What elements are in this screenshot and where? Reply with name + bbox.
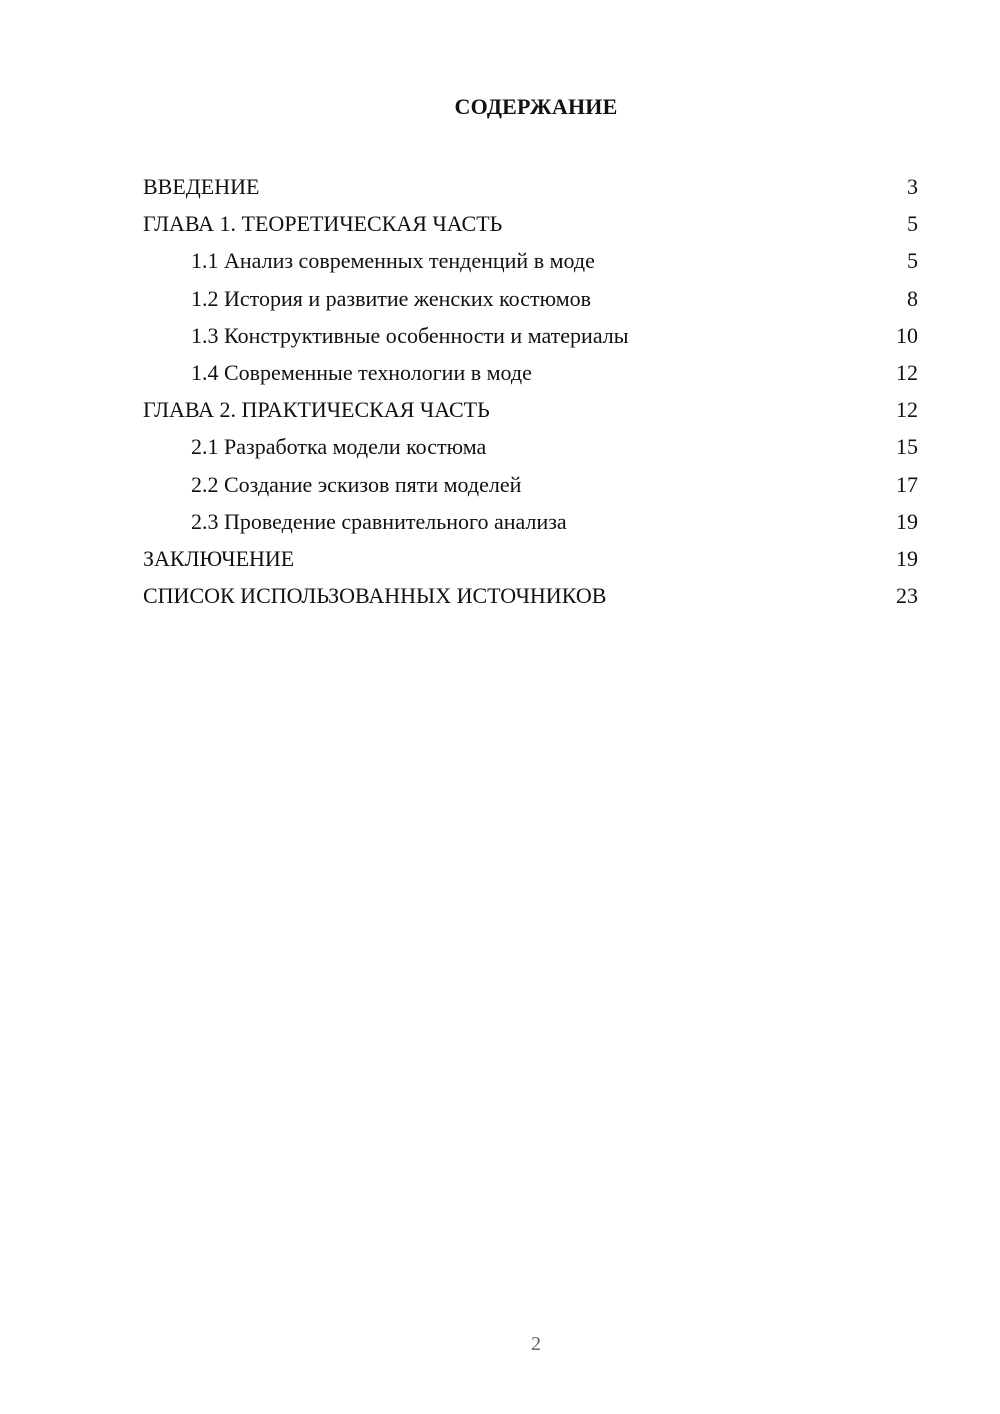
toc-entry-page: 12 bbox=[896, 359, 918, 385]
page-number: 2 bbox=[531, 1333, 541, 1355]
toc-entry-page: 12 bbox=[896, 397, 918, 423]
toc-entry-page: 5 bbox=[907, 248, 918, 274]
toc-entry-section-1-3[interactable] bbox=[143, 317, 918, 354]
toc-entry-label: ГЛАВА 2. ПРАКТИЧЕСКАЯ ЧАСТЬ bbox=[143, 397, 490, 423]
toc-entry-references[interactable] bbox=[143, 577, 918, 614]
toc-entry-label: СПИСОК ИСПОЛЬЗОВАННЫХ ИСТОЧНИКОВ bbox=[143, 583, 607, 609]
toc-entry-page: 15 bbox=[896, 434, 918, 460]
toc-entry-introduction[interactable] bbox=[143, 168, 918, 205]
toc-entry-label: 2.3 Проведение сравнительного анализа bbox=[191, 508, 567, 534]
toc-entry-page: 5 bbox=[907, 211, 918, 237]
toc-entry-label: 1.4 Современные технологии в моде bbox=[191, 359, 532, 385]
toc-entry-label: ЗАКЛЮЧЕНИЕ bbox=[143, 545, 295, 571]
toc-entry-page: 8 bbox=[907, 285, 918, 311]
toc-entry-label: 2.1 Разработка модели костюма bbox=[191, 434, 487, 460]
toc-entry-section-2-2[interactable] bbox=[143, 466, 918, 503]
toc-entry-label: ВВЕДЕНИЕ bbox=[143, 174, 260, 199]
table-of-contents bbox=[143, 168, 918, 614]
toc-entry-page: 10 bbox=[896, 322, 918, 348]
toc-entry-conclusion[interactable] bbox=[143, 540, 918, 577]
toc-entry-section-1-4[interactable] bbox=[143, 354, 918, 391]
toc-entry-label: 2.2 Создание эскизов пяти моделей bbox=[191, 471, 522, 497]
toc-entry-label: 1.3 Конструктивные особенности и материалы bbox=[191, 322, 629, 348]
toc-entry-label: 1.2 История и развитие женских костюмов bbox=[191, 285, 592, 311]
toc-entry-chapter-1[interactable] bbox=[143, 205, 918, 242]
toc-entry-section-1-1[interactable] bbox=[143, 242, 918, 279]
toc-entry-page: 19 bbox=[896, 508, 918, 534]
toc-entry-label: 1.1 Анализ современных тенденций в моде bbox=[191, 248, 595, 274]
toc-entry-section-2-3[interactable] bbox=[143, 503, 918, 540]
toc-entry-chapter-2[interactable] bbox=[143, 391, 918, 428]
page-title: СОДЕРЖАНИЕ bbox=[454, 94, 618, 119]
toc-entry-label: ГЛАВА 1. ТЕОРЕТИЧЕСКАЯ ЧАСТЬ bbox=[143, 211, 503, 237]
toc-entry-page: 23 bbox=[896, 583, 918, 609]
toc-entry-section-1-2[interactable] bbox=[143, 280, 918, 317]
toc-entry-page: 3 bbox=[907, 174, 918, 199]
toc-entry-page: 17 bbox=[896, 471, 918, 497]
toc-entry-section-2-1[interactable] bbox=[143, 428, 918, 465]
toc-entry-page: 19 bbox=[896, 545, 918, 571]
